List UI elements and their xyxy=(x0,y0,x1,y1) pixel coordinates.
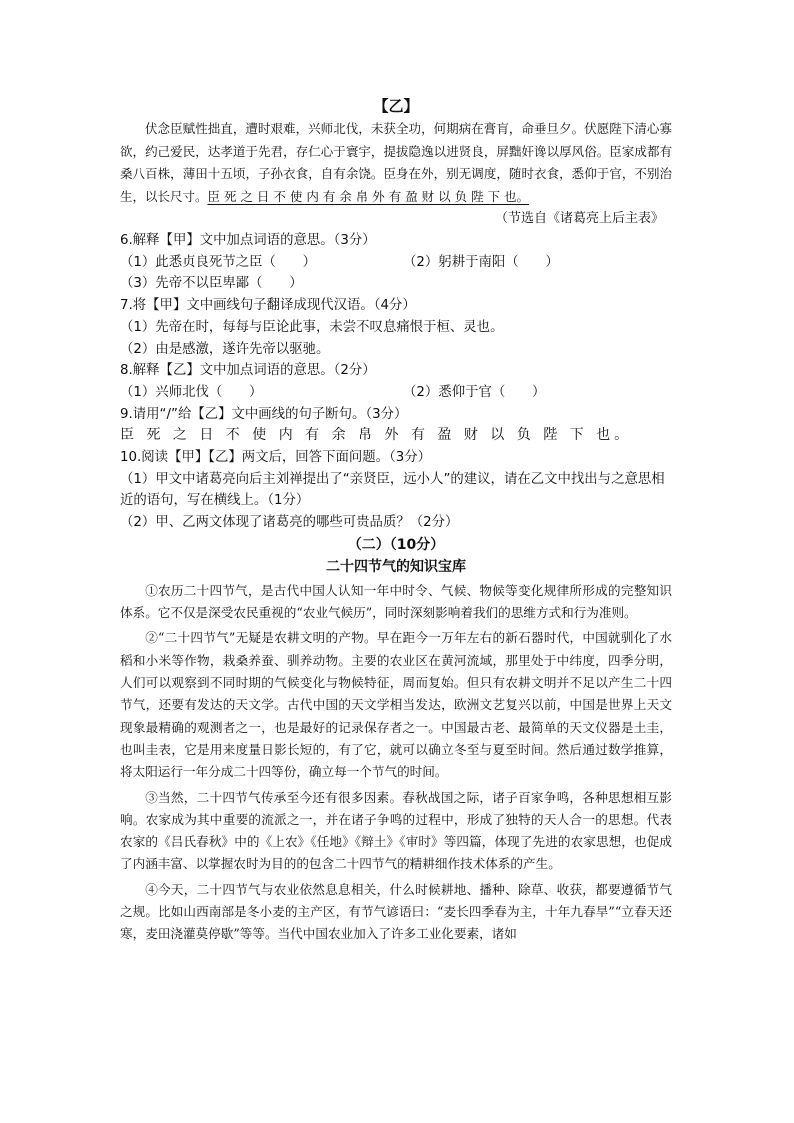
article-paragraph: ②“二十四节气”无疑是农耕文明的产物。早在距今一万年左右的新石器时代，中国就驯化了水稻和小米等作物，栽桑养蚕、驯养动物。主要的农业区在黄河流域，那里处于中纬度，四季分明，人们可以观察到不同时期的气候变化与物候特征，周而复始。但只有农耕文明并不足以产生二十四节气，还要有发达的天文学。古代中国的天文学相当发达，欧洲文艺复兴以前，中国是世界上天文现象最精确的观测者之一，也是最好的记录保存者之一。中国最古老、最简单的天文仪器是土圭，也叫圭表，它是用来度量日影长短的，有了它，就可以确立冬至与夏至时间。然后通过数学推算，将太阳运行一年分成二十四等份，确立每一个节气的时间。 xyxy=(120,630,672,780)
question-9-sentence: 臣 死 之 日 不 使 内 有 余 帛 外 有 盈 财 以 负 陛 下 也。 xyxy=(120,427,633,444)
article-paragraph: ①农历二十四节气，是古代中国人认知一年中时令、气候、物候等变化规律所形成的完整知识体系。它不仅是深受农民重视的“农业气候历”，同时深刻影响着我们的思维方式和行为准则。 xyxy=(120,582,672,621)
section-heading: （二）（10分） xyxy=(347,536,445,553)
question-10-1: （1）甲文中诸葛亮向后主刘禅提出了“亲贤臣，远小人”的建议，请在乙文中找出与之意思相近的语句，写在横线上。（1分） xyxy=(120,471,665,509)
article-paragraph: ③当然，二十四节气传承至今还有很多因素。春秋战国之际，诸子百家争鸣，各种思想相互影响。农家成为其中重要的流派之一，并在诸子争鸣的过程中，形成了独特的天人合一的思想。代表农家的《吕氏春秋》中的《上农》《任地》《辩土》《审时》等四篇，体现了先进的农家思想，也促成了内涵丰富、以掌握农时为目的的包含二十四节气的精耕细作技术体系的产生。 xyxy=(120,789,672,872)
passage-yi-text: 伏念臣赋性拙直，遭时艰难，兴师北伐，未获全功，何期病在膏肓，命垂旦夕。伏愿陛下清心寡欲，约己爱民，达孝道于先君，存仁心于寰宇，提拔隐逸以进贤良，屏黜奸谗以厚风俗。臣家成都有桑八百株，薄田十五顷，子孙衣食，自有余饶。臣身在外，别无调度，随时衣食，悉仰于官，不别治生，以长尺寸。臣 死 之 日 不 使 内 有 余 帛 外 有 盈 财 以 负 陛 下 也。 xyxy=(120,121,672,204)
question-10: 10.阅读【甲】【乙】两文后，回答下面问题。（3分） xyxy=(120,450,432,466)
passage-yi-title: 【乙】 xyxy=(373,97,419,115)
exam-page xyxy=(120,96,672,949)
underlined-sentence: 臣 死 之 日 不 使 内 有 余 帛 外 有 盈 财 以 负 陛 下 也。 xyxy=(207,188,530,204)
article-title: 二十四节气的知识宝库 xyxy=(326,558,466,575)
question-6-items: （1）此悉贞良死节之臣（ ） （2）躬耕于南阳（ ） xyxy=(120,254,559,270)
question-8: 8.解释【乙】文中加点词语的意思。（2分） xyxy=(120,363,376,379)
question-6: 6.解释【甲】文中加点词语的意思。（3分） xyxy=(120,233,376,248)
question-8-items: （1）兴师北伐（ ） （2）悉仰于官（ ） xyxy=(120,384,546,400)
passage-source: （节选自《诸葛亮上后主表》 xyxy=(494,211,664,226)
question-10-2: （2）甲、乙两文体现了诸葛亮的哪些可贵品质？（2分） xyxy=(120,515,459,531)
article-body xyxy=(120,580,672,946)
questions: 6.解释【甲】文中加点词语的意思。（3分） （1）此悉贞良死节之臣（ ） （2）躬耕于南阳（ ） （3）先帝不以臣卑鄙（ ） 7.将【甲】文中画线句子翻译成现代汉语。（4分） （1）先帝在时，每每与臣论此事，未尝不叹息痛恨于桓、灵也。 （2）由是感激，遂许先帝以驱驰。 8.解释【乙】文中加点词语的意思。（2分） （1）兴师北伐（ ） （2）悉仰于官（ ） 9.请用“/”给【乙】文中画线的句子断句。（3分） 臣 死 之 日 不 使 内 有 余 帛 外 有 盈 财 以 负 陛 下 也。 10.阅读【甲】【乙】两文后，回答下面问题。（3分） （1）甲文中诸葛亮向后主刘禅提出了“亲贤臣，远小人”的建议，请在乙文中找出与之意思相近的语句，写在横线上。（1分） （2）甲、乙两文体现了诸葛亮的哪些可贵品质？（2分） xyxy=(120,230,672,534)
passage-yi xyxy=(120,118,672,208)
article-paragraph: ④今天，二十四节气与农业依然息息相关，什么时候耕地、播种、除草、收获，都要遵循节气之规。比如山西南部是冬小麦的主产区，有节气谚语曰：“麦长四季春为主，十年九春旱”“立春天还寒，麦田浇灌莫停歇”等等。当代中国农业加入了许多工业化要素，诸如 xyxy=(120,881,672,942)
question-9: 9.请用“/”给【乙】文中画线的句子断句。（3分） xyxy=(120,406,408,422)
question-7: 7.将【甲】文中画线句子翻译成现代汉语。（4分） xyxy=(120,298,416,314)
